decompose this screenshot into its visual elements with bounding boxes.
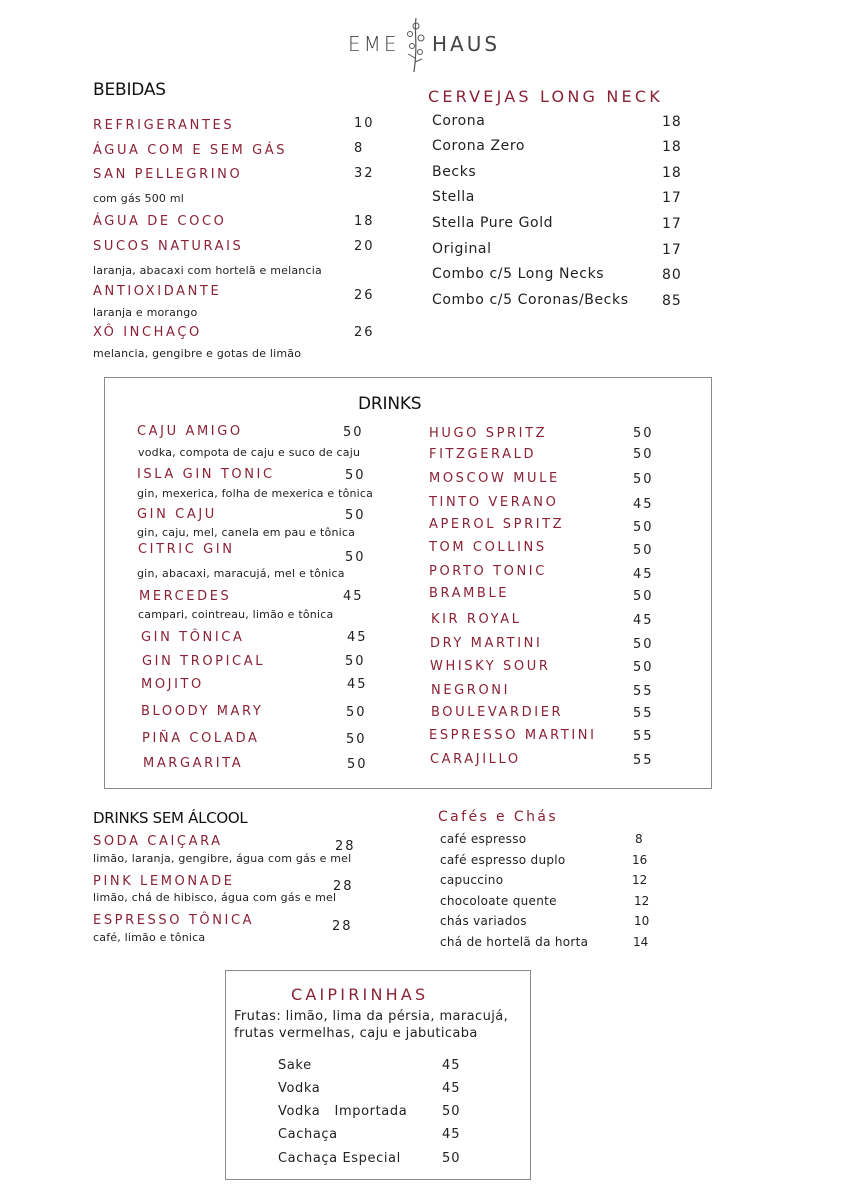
drink-price: 50 <box>345 468 366 483</box>
drink-name: GIN TROPICAL <box>142 654 266 669</box>
drink-name: ESPRESSO MARTINI <box>429 728 597 743</box>
menu-item-price: 18 <box>354 214 375 229</box>
logo <box>348 32 400 56</box>
bebidas-heading: BEBIDAS <box>93 80 166 100</box>
drink-name: FITZGERALD <box>429 447 537 462</box>
drink-name: MOSCOW MULE <box>429 471 560 486</box>
beer-price: 18 <box>662 114 682 130</box>
caipirinhas-fruits-line1: Frutas: limão, lima da pérsia, maracujá, <box>234 1009 509 1024</box>
caipirinhas-heading: CAIPIRINHAS <box>291 985 429 1004</box>
beer-price: 18 <box>662 139 682 155</box>
caipirinha-name: Cachaça Especial <box>278 1151 401 1166</box>
drink-price: 45 <box>633 567 654 582</box>
drink-price: 50 <box>633 589 654 604</box>
menu-item-name: ÁGUA COM E SEM GÁS <box>93 143 288 158</box>
cafe-name: capuccino <box>440 873 504 887</box>
drink-price: 50 <box>345 550 366 565</box>
drink-price: 50 <box>345 508 366 523</box>
cafe-price: 12 <box>634 894 650 908</box>
caipirinha-price: 50 <box>442 1151 461 1166</box>
cafes-heading: Cafés e Chás <box>438 809 559 825</box>
beer-price: 17 <box>662 190 682 206</box>
menu-item-price: 28 <box>333 879 354 894</box>
caipirinha-price: 45 <box>442 1127 461 1142</box>
menu-item-name: ESPRESSO TÔNICA <box>93 913 255 928</box>
caipirinhas-fruits-line2: frutas vermelhas, caju e jabuticaba <box>234 1026 478 1041</box>
logo-text-left: EME <box>348 32 400 56</box>
menu-item-desc: limão, laranja, gengibre, água com gás e mel <box>93 852 352 865</box>
menu-item-price: 26 <box>354 325 375 340</box>
drink-name: BRAMBLE <box>429 586 510 601</box>
drink-desc: gin, mexerica, folha de mexerica e tônica <box>137 487 374 500</box>
caipirinha-price: 45 <box>442 1058 461 1073</box>
cafe-price: 8 <box>635 832 643 846</box>
cafe-name: chás variados <box>440 914 527 928</box>
cafe-name: chocoloate quente <box>440 894 557 908</box>
drink-price: 45 <box>633 497 654 512</box>
cafe-name: café espresso duplo <box>440 853 566 867</box>
drink-price: 50 <box>633 447 654 462</box>
cafe-name: café espresso <box>440 832 527 846</box>
drink-name: CITRIC GIN <box>138 542 235 557</box>
drink-name: GIN TÔNICA <box>141 630 245 645</box>
menu-item-name: ANTIOXIDANTE <box>93 284 222 299</box>
drink-price: 45 <box>347 630 368 645</box>
drink-name: MOJITO <box>141 677 204 692</box>
cafe-name: chá de hortelã da horta <box>440 935 589 949</box>
drink-name: BLOODY MARY <box>141 704 264 719</box>
menu-item-price: 32 <box>354 166 375 181</box>
drink-name: TOM COLLINS <box>429 540 547 555</box>
menu-item-desc: laranja e morango <box>93 306 198 319</box>
drink-price: 50 <box>345 654 366 669</box>
cafe-price: 10 <box>634 914 650 928</box>
drink-name: MARGARITA <box>143 756 244 771</box>
beer-name: Stella <box>432 189 475 205</box>
drink-name: GIN CAJU <box>137 507 217 522</box>
drink-price: 50 <box>343 425 364 440</box>
drink-price: 50 <box>633 426 654 441</box>
drink-price: 45 <box>343 589 364 604</box>
drink-name: BOULEVARDIER <box>431 705 564 720</box>
beer-name: Combo c/5 Coronas/Becks <box>432 292 629 308</box>
beer-price: 18 <box>662 165 682 181</box>
drink-price: 55 <box>633 684 654 699</box>
menu-item-price: 10 <box>354 116 375 131</box>
drink-name: TINTO VERANO <box>429 495 559 510</box>
drink-name: APEROL SPRITZ <box>429 517 565 532</box>
drink-price: 55 <box>633 729 654 744</box>
beer-name: Combo c/5 Long Necks <box>432 266 605 282</box>
menu-item-desc: limão, chá de hibisco, água com gás e mel <box>93 891 337 904</box>
menu-item-desc: melancia, gengibre e gotas de limão <box>93 347 302 360</box>
drink-name: NEGRONI <box>431 683 511 698</box>
cafe-price: 12 <box>632 873 648 887</box>
drink-name: CAJU AMIGO <box>137 424 243 439</box>
drink-desc: gin, abacaxi, maracujá, mel e tônica <box>137 567 345 580</box>
menu-item-price: 20 <box>354 239 375 254</box>
caipirinha-name: Cachaça <box>278 1127 338 1142</box>
sem-alcool-heading: DRINKS SEM ÁLCOOL <box>93 809 248 827</box>
drink-name: KIR ROYAL <box>431 612 522 627</box>
drink-price: 50 <box>633 520 654 535</box>
beer-name: Corona Zero <box>432 138 526 154</box>
beer-price: 17 <box>662 216 682 232</box>
caipirinha-name: Vodka Importada <box>278 1104 408 1119</box>
beer-name: Original <box>432 241 492 257</box>
drink-price: 55 <box>633 706 654 721</box>
drink-name: ISLA GIN TONIC <box>137 467 275 482</box>
menu-item-name: SODA CAIÇARA <box>93 834 223 849</box>
drink-price: 50 <box>346 705 367 720</box>
drink-name: PIÑA COLADA <box>142 731 260 746</box>
drink-price: 50 <box>633 637 654 652</box>
beer-name: Becks <box>432 164 477 180</box>
menu-item-name: SAN PELLEGRINO <box>93 167 243 182</box>
menu-item-name: REFRIGERANTES <box>93 118 235 133</box>
beer-name: Stella Pure Gold <box>432 215 554 231</box>
drink-name: MERCEDES <box>139 589 232 604</box>
cafe-price: 14 <box>633 935 649 949</box>
logo-right <box>432 32 500 56</box>
drink-name: DRY MARTINI <box>430 636 543 651</box>
drink-price: 45 <box>633 613 654 628</box>
drinks-heading: DRINKS <box>358 394 422 414</box>
beer-name: Corona <box>432 113 486 129</box>
cervejas-heading: CERVEJAS LONG NECK <box>428 87 663 106</box>
beer-price: 80 <box>662 267 682 283</box>
drink-desc: vodka, compota de caju e suco de caju <box>138 446 361 459</box>
flower-sprig-icon <box>396 16 434 74</box>
menu-item-desc: café, limão e tônica <box>93 931 206 944</box>
menu-item-price: 28 <box>332 919 353 934</box>
caipirinha-price: 45 <box>442 1081 461 1096</box>
drink-price: 45 <box>347 677 368 692</box>
beer-price: 17 <box>662 242 682 258</box>
drink-desc: campari, cointreau, limão e tônica <box>138 608 334 621</box>
drink-name: HUGO SPRITZ <box>429 426 548 441</box>
menu-item-price: 26 <box>354 288 375 303</box>
drink-price: 50 <box>347 757 368 772</box>
drink-price: 50 <box>346 732 367 747</box>
logo-text-right: HAUS <box>432 32 501 56</box>
drink-price: 50 <box>633 660 654 675</box>
caipirinha-name: Vodka <box>278 1081 321 1096</box>
menu-item-price: 28 <box>335 839 356 854</box>
caipirinha-name: Sake <box>278 1058 312 1073</box>
beer-price: 85 <box>662 293 682 309</box>
drink-price: 50 <box>633 472 654 487</box>
drink-name: CARAJILLO <box>430 752 521 767</box>
drink-desc: gin, caju, mel, canela em pau e tônica <box>137 526 356 539</box>
menu-item-desc: laranja, abacaxi com hortelã e melancia <box>93 264 322 277</box>
drink-price: 55 <box>633 753 654 768</box>
caipirinha-price: 50 <box>442 1104 461 1119</box>
menu-item-desc: com gás 500 ml <box>93 192 185 205</box>
drink-name: PORTO TONIC <box>429 564 547 579</box>
drink-name: WHISKY SOUR <box>430 659 551 674</box>
drink-price: 50 <box>633 543 654 558</box>
menu-item-name: SUCOS NATURAIS <box>93 239 244 254</box>
cafe-price: 16 <box>632 853 648 867</box>
menu-item-price: 8 <box>354 141 365 156</box>
menu-item-name: PINK LEMONADE <box>93 874 235 889</box>
menu-item-name: ÁGUA DE COCO <box>93 214 227 229</box>
menu-item-name: XÔ INCHAÇO <box>93 325 202 340</box>
